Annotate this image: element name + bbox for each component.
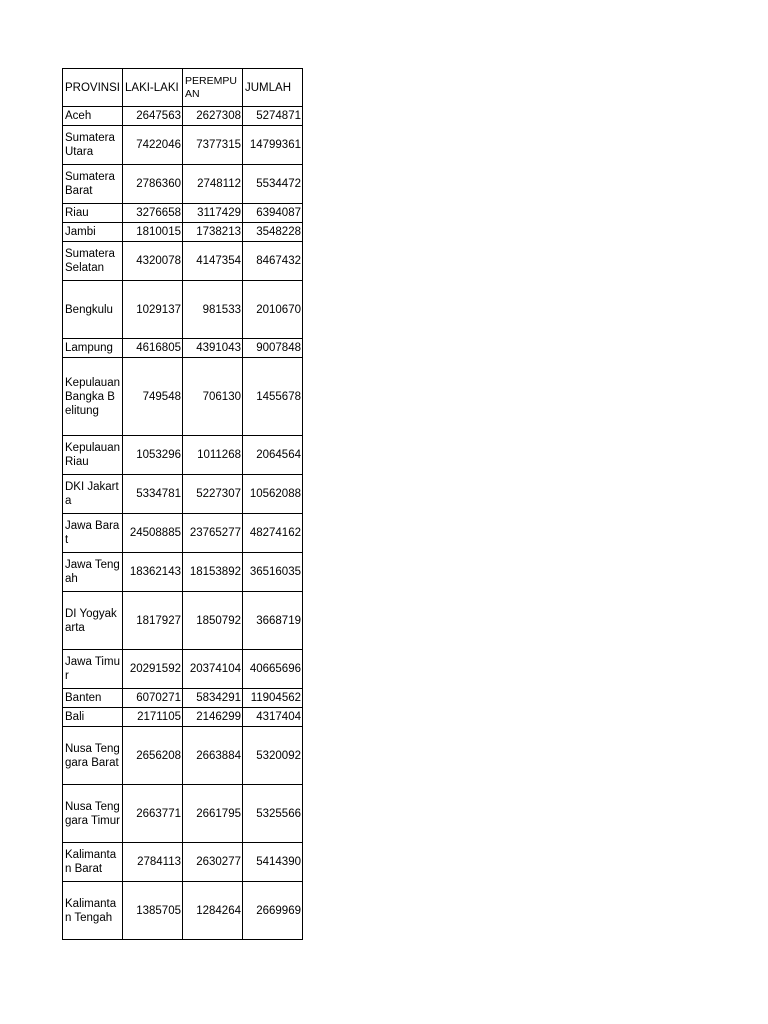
provinsi-label: Jambi bbox=[65, 226, 96, 238]
header-provinsi: PROVINSI bbox=[63, 69, 123, 107]
table-row bbox=[63, 281, 303, 339]
cell-laki-laki: 2656208 bbox=[123, 727, 183, 785]
cell-provinsi bbox=[63, 107, 123, 126]
provinsi-label: Bali bbox=[65, 711, 85, 723]
cell-laki-laki: 2784113 bbox=[123, 843, 183, 882]
cell-laki-laki: 6070271 bbox=[123, 689, 183, 708]
table-row bbox=[63, 242, 303, 281]
cell-provinsi bbox=[63, 514, 123, 553]
cell-perempuan: 2146299 bbox=[183, 708, 243, 727]
table-row bbox=[63, 592, 303, 650]
cell-laki-laki: 18362143 bbox=[123, 553, 183, 592]
cell-jumlah: 14799361 bbox=[243, 126, 303, 165]
cell-perempuan: 981533 bbox=[183, 281, 243, 339]
table-row bbox=[63, 650, 303, 689]
cell-provinsi bbox=[63, 727, 123, 785]
cell-laki-laki: 1817927 bbox=[123, 592, 183, 650]
table-row bbox=[63, 436, 303, 475]
provinsi-label: Kepulauan Bangka Belitung bbox=[65, 376, 120, 417]
cell-jumlah: 5325566 bbox=[243, 785, 303, 843]
provinsi-label: Lampung bbox=[65, 342, 113, 354]
cell-provinsi bbox=[63, 358, 123, 436]
cell-provinsi bbox=[63, 436, 123, 475]
cell-laki-laki: 4320078 bbox=[123, 242, 183, 281]
provinsi-label: Kepulauan Riau bbox=[65, 442, 120, 468]
cell-jumlah: 5320092 bbox=[243, 727, 303, 785]
cell-jumlah: 48274162 bbox=[243, 514, 303, 553]
cell-perempuan: 2627308 bbox=[183, 107, 243, 126]
cell-jumlah: 3668719 bbox=[243, 592, 303, 650]
cell-perempuan: 5834291 bbox=[183, 689, 243, 708]
provinsi-label: Sumatera Selatan bbox=[65, 248, 115, 274]
table-row bbox=[63, 553, 303, 592]
cell-laki-laki: 2786360 bbox=[123, 165, 183, 204]
header-laki-laki: LAKI-LAKI bbox=[123, 69, 183, 107]
cell-perempuan: 18153892 bbox=[183, 553, 243, 592]
provinsi-label: Kalimantan Barat bbox=[65, 849, 117, 875]
table-row bbox=[63, 708, 303, 727]
cell-jumlah: 6394087 bbox=[243, 204, 303, 223]
table-row bbox=[63, 126, 303, 165]
cell-provinsi bbox=[63, 592, 123, 650]
cell-jumlah: 5274871 bbox=[243, 107, 303, 126]
cell-laki-laki: 1810015 bbox=[123, 223, 183, 242]
provinsi-label: DKI Jakarta bbox=[65, 481, 119, 507]
cell-perempuan: 20374104 bbox=[183, 650, 243, 689]
cell-laki-laki: 2171105 bbox=[123, 708, 183, 727]
table-row bbox=[63, 223, 303, 242]
cell-laki-laki: 1385705 bbox=[123, 882, 183, 940]
cell-provinsi bbox=[63, 882, 123, 940]
cell-jumlah: 10562088 bbox=[243, 475, 303, 514]
provinsi-label: DI Yogyakarta bbox=[65, 607, 117, 634]
provinsi-label: Jawa Timur bbox=[65, 656, 120, 682]
provinsi-label: Riau bbox=[65, 207, 89, 219]
cell-provinsi bbox=[63, 165, 123, 204]
cell-provinsi bbox=[63, 553, 123, 592]
cell-perempuan: 23765277 bbox=[183, 514, 243, 553]
cell-jumlah: 3548228 bbox=[243, 223, 303, 242]
table-row bbox=[63, 843, 303, 882]
cell-perempuan: 1284264 bbox=[183, 882, 243, 940]
cell-jumlah: 1455678 bbox=[243, 358, 303, 436]
cell-provinsi bbox=[63, 843, 123, 882]
cell-jumlah: 11904562 bbox=[243, 689, 303, 708]
cell-perempuan: 706130 bbox=[183, 358, 243, 436]
cell-provinsi bbox=[63, 650, 123, 689]
provinsi-label: Nusa Tenggara Timur bbox=[65, 800, 120, 827]
cell-jumlah: 5534472 bbox=[243, 165, 303, 204]
provinsi-label: Nusa Tenggara Barat bbox=[65, 742, 120, 769]
header-row bbox=[63, 69, 303, 107]
provinsi-label: Bengkulu bbox=[65, 303, 113, 316]
cell-laki-laki: 4616805 bbox=[123, 339, 183, 358]
cell-provinsi bbox=[63, 126, 123, 165]
cell-perempuan: 7377315 bbox=[183, 126, 243, 165]
cell-jumlah: 9007848 bbox=[243, 339, 303, 358]
table-row bbox=[63, 785, 303, 843]
cell-jumlah: 5414390 bbox=[243, 843, 303, 882]
cell-laki-laki: 749548 bbox=[123, 358, 183, 436]
cell-jumlah: 2064564 bbox=[243, 436, 303, 475]
table-row bbox=[63, 882, 303, 940]
cell-laki-laki: 2647563 bbox=[123, 107, 183, 126]
cell-perempuan: 5227307 bbox=[183, 475, 243, 514]
table-row bbox=[63, 165, 303, 204]
cell-laki-laki: 3276658 bbox=[123, 204, 183, 223]
table-row bbox=[63, 727, 303, 785]
provinsi-label: Aceh bbox=[65, 110, 92, 122]
cell-provinsi bbox=[63, 281, 123, 339]
cell-laki-laki: 7422046 bbox=[123, 126, 183, 165]
cell-laki-laki: 5334781 bbox=[123, 475, 183, 514]
header-jumlah: JUMLAH bbox=[243, 69, 303, 107]
population-table bbox=[62, 68, 303, 940]
table-row bbox=[63, 339, 303, 358]
cell-provinsi bbox=[63, 242, 123, 281]
cell-provinsi bbox=[63, 708, 123, 727]
table-row bbox=[63, 689, 303, 708]
cell-perempuan: 4147354 bbox=[183, 242, 243, 281]
cell-provinsi bbox=[63, 204, 123, 223]
cell-laki-laki: 2663771 bbox=[123, 785, 183, 843]
provinsi-label: Jawa Barat bbox=[65, 520, 120, 546]
provinsi-label: Sumatera Barat bbox=[65, 171, 115, 197]
cell-provinsi bbox=[63, 339, 123, 358]
header-perempuan: PEREMPUAN bbox=[183, 69, 243, 107]
table-row bbox=[63, 358, 303, 436]
cell-provinsi bbox=[63, 785, 123, 843]
cell-perempuan: 2661795 bbox=[183, 785, 243, 843]
provinsi-label: Kalimantan Tengah bbox=[65, 897, 117, 924]
cell-perempuan: 2663884 bbox=[183, 727, 243, 785]
cell-laki-laki: 1029137 bbox=[123, 281, 183, 339]
cell-provinsi bbox=[63, 475, 123, 514]
table-row bbox=[63, 107, 303, 126]
table-row bbox=[63, 514, 303, 553]
cell-jumlah: 2010670 bbox=[243, 281, 303, 339]
provinsi-label: Jawa Tengah bbox=[65, 559, 120, 585]
table-row bbox=[63, 475, 303, 514]
cell-perempuan: 1738213 bbox=[183, 223, 243, 242]
cell-perempuan: 3117429 bbox=[183, 204, 243, 223]
table-row bbox=[63, 204, 303, 223]
cell-perempuan: 1011268 bbox=[183, 436, 243, 475]
cell-jumlah: 8467432 bbox=[243, 242, 303, 281]
cell-perempuan: 2748112 bbox=[183, 165, 243, 204]
cell-jumlah: 40665696 bbox=[243, 650, 303, 689]
cell-perempuan: 2630277 bbox=[183, 843, 243, 882]
cell-jumlah: 4317404 bbox=[243, 708, 303, 727]
cell-provinsi bbox=[63, 689, 123, 708]
cell-laki-laki: 20291592 bbox=[123, 650, 183, 689]
cell-laki-laki: 24508885 bbox=[123, 514, 183, 553]
cell-jumlah: 36516035 bbox=[243, 553, 303, 592]
cell-perempuan: 4391043 bbox=[183, 339, 243, 358]
cell-provinsi bbox=[63, 223, 123, 242]
provinsi-label: Sumatera Utara bbox=[65, 132, 115, 158]
cell-laki-laki: 1053296 bbox=[123, 436, 183, 475]
cell-perempuan: 1850792 bbox=[183, 592, 243, 650]
cell-jumlah: 2669969 bbox=[243, 882, 303, 940]
provinsi-label: Banten bbox=[65, 692, 102, 704]
